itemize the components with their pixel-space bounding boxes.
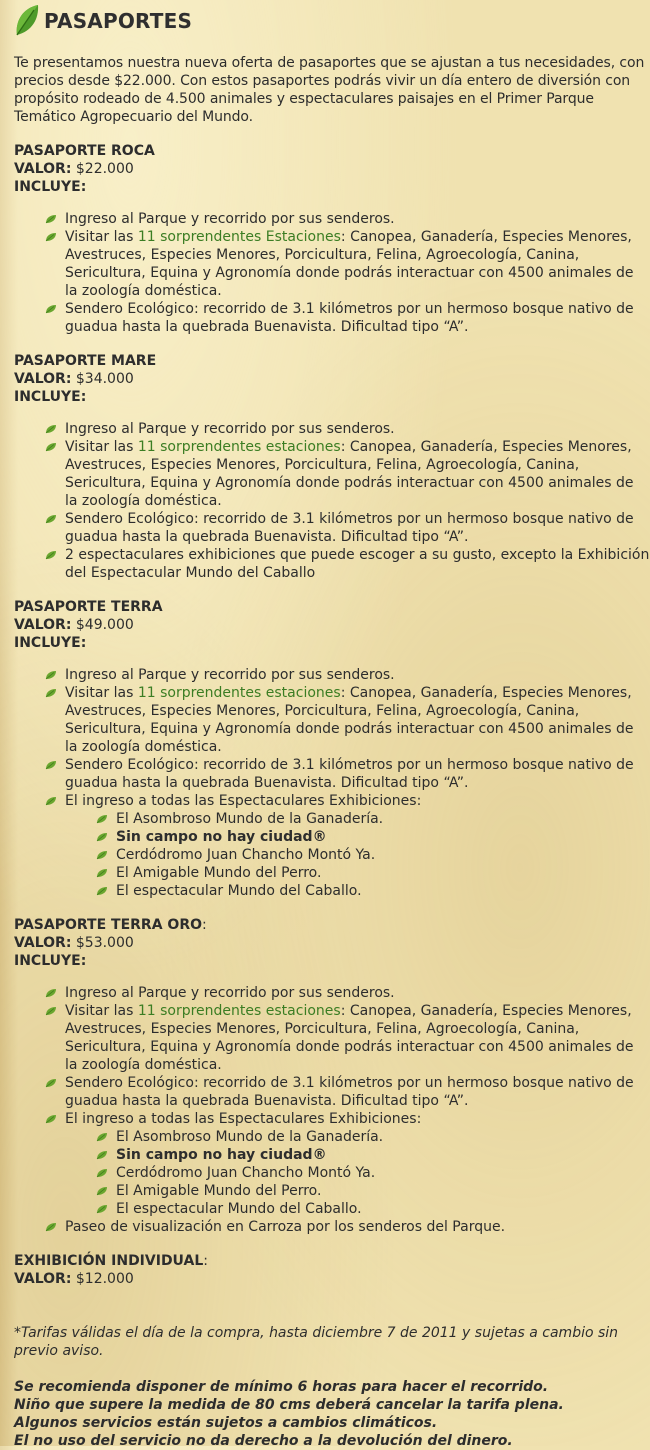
incluye-label: INCLUYE: xyxy=(14,389,87,405)
includes-list xyxy=(14,420,650,582)
exhibitions-list xyxy=(65,1128,650,1218)
pass-mare xyxy=(14,352,650,582)
estaciones-link[interactable]: 11 sorprendentes estaciones xyxy=(137,439,341,455)
pass-name: PASAPORTE MARE xyxy=(14,353,157,369)
leaf-bullet-icon xyxy=(96,814,108,824)
estaciones-link[interactable]: 11 sorprendentes estaciones xyxy=(137,1003,341,1019)
list-item: Sin campo no hay ciudad® xyxy=(96,1146,650,1164)
leaf-bullet-icon xyxy=(96,1168,108,1178)
leaf-bullet-icon xyxy=(96,850,108,860)
header xyxy=(14,0,650,44)
leaf-bullet-icon xyxy=(45,796,57,806)
leaf-bullet-icon xyxy=(45,988,57,998)
leaf-bullet-icon xyxy=(45,670,57,680)
recommendation-line: Niño que supere la medida de 80 cms deberá cancelar la tarifa plena. xyxy=(14,1397,564,1413)
pass-price: VALOR: $53.000 xyxy=(14,935,134,951)
includes-list xyxy=(14,210,650,336)
list-item: Ingreso al Parque y recorrido por sus senderos. xyxy=(45,420,650,438)
leaf-bullet-icon xyxy=(45,1222,57,1232)
list-item: Ingreso al Parque y recorrido por sus senderos. xyxy=(45,984,650,1002)
leaf-bullet-icon xyxy=(45,1114,57,1124)
pass-terra-oro xyxy=(14,916,650,1236)
exhibitions-list xyxy=(65,810,650,900)
list-item: Visitar las 11 sorprendentes estaciones: Canopea, Ganadería, Especies Menores, Avestruces, Especies Menores, Porcicultura, Felina, Agroecología, Canina, Sericultura, Equina y Agronomía donde podrás interactuar con 4500 animales de la zoología doméstica. xyxy=(45,438,650,510)
incluye-label: INCLUYE: xyxy=(14,953,87,969)
leaf-bullet-icon xyxy=(96,1132,108,1142)
leaf-bullet-icon xyxy=(96,832,108,842)
recommendation-line: Algunos servicios están sujetos a cambios climáticos. xyxy=(14,1415,438,1431)
list-item: El Amigable Mundo del Perro. xyxy=(96,864,650,882)
leaf-bullet-icon xyxy=(45,424,57,434)
includes-list xyxy=(14,984,650,1236)
leaf-bullet-icon xyxy=(45,232,57,242)
leaf-bullet-icon xyxy=(45,214,57,224)
list-item: El Asombroso Mundo de la Ganadería. xyxy=(96,1128,650,1146)
list-item: El espectacular Mundo del Caballo. xyxy=(96,882,650,900)
list-item: Visitar las 11 sorprendentes Estaciones: Canopea, Ganadería, Especies Menores, Avestruces, Especies Menores, Porcicultura, Felina, Agroecología, Canina, Sericultura, Equina y Agronomía donde podrás interactuar con 4500 animales de la zoología doméstica. xyxy=(45,228,650,300)
list-item: El espectacular Mundo del Caballo. xyxy=(96,1200,650,1218)
list-item: 2 espectaculares exhibiciones que puede escoger a su gusto, excepto la Exhibición del Espectacular Mundo del Caballo xyxy=(45,546,650,582)
list-item: Sendero Ecológico: recorrido de 3.1 kilómetros por un hermoso bosque nativo de guadua hasta la quebrada Buenavista. Dificultad tipo “A”. xyxy=(45,1074,650,1110)
pass-roca xyxy=(14,142,650,336)
leaf-bullet-icon xyxy=(45,550,57,560)
leaf-bullet-icon xyxy=(45,514,57,524)
list-item: Paseo de visualización en Carroza por los senderos del Parque. xyxy=(45,1218,650,1236)
pass-name: PASAPORTE TERRA xyxy=(14,599,163,615)
leaf-bullet-icon xyxy=(45,1078,57,1088)
list-item: El ingreso a todas las Espectaculares Exhibiciones: El Asombroso Mundo de la Ganadería. Sin campo no hay ciudad® Cerdódromo Juan Chancho Montó Ya. El Amigable Mundo del Perro. El espectacular Mundo del Caballo. xyxy=(45,792,650,900)
list-item: Ingreso al Parque y recorrido por sus senderos. xyxy=(45,666,650,684)
list-item: Sendero Ecológico: recorrido de 3.1 kilómetros por un hermoso bosque nativo de guadua hasta la quebrada Buenavista. Dificultad tipo “A”. xyxy=(45,510,650,546)
list-item: Visitar las 11 sorprendentes estaciones: Canopea, Ganadería, Especies Menores, Avestruces, Especies Menores, Porcicultura, Felina, Agroecología, Canina, Sericultura, Equina y Agronomía donde podrás interactuar con 4500 animales de la zoología doméstica. xyxy=(45,684,650,756)
tarifas-note: *Tarifas válidas el día de la compra, hasta diciembre 7 de 2011 y sujetas a cambio sin previo aviso. xyxy=(14,1325,619,1359)
pasaportes-page xyxy=(14,0,650,1450)
estaciones-link[interactable]: 11 sorprendentes estaciones xyxy=(137,685,341,701)
list-item: Cerdódromo Juan Chancho Montó Ya. xyxy=(96,846,650,864)
leaf-bullet-icon xyxy=(45,442,57,452)
pass-name: PASAPORTE ROCA xyxy=(14,143,155,159)
list-item: El ingreso a todas las Espectaculares Exhibiciones: El Asombroso Mundo de la Ganadería. Sin campo no hay ciudad® Cerdódromo Juan Chancho Montó Ya. El Amigable Mundo del Perro. El espectacular Mundo del Caballo. xyxy=(45,1110,650,1218)
list-item: Sendero Ecológico: recorrido de 3.1 kilómetros por un hermoso bosque nativo de guadua hasta la quebrada Buenavista. Dificultad tipo “A”. xyxy=(45,756,650,792)
leaf-bullet-icon xyxy=(45,688,57,698)
list-item: Sendero Ecológico: recorrido de 3.1 kilómetros por un hermoso bosque nativo de guadua hasta la quebrada Buenavista. Dificultad tipo “A”. xyxy=(45,300,650,336)
leaf-bullet-icon xyxy=(45,760,57,770)
incluye-label: INCLUYE: xyxy=(14,635,87,651)
pass-price: VALOR: $22.000 xyxy=(14,161,134,177)
estaciones-link[interactable]: 11 sorprendentes Estaciones xyxy=(137,229,341,245)
pass-name: PASAPORTE TERRA ORO: xyxy=(14,917,207,933)
recommendation-line: Se recomienda disponer de mínimo 6 horas para hacer el recorrido. xyxy=(14,1379,549,1395)
leaf-icon xyxy=(14,3,40,37)
list-item: Ingreso al Parque y recorrido por sus senderos. xyxy=(45,210,650,228)
pass-individual xyxy=(14,1252,650,1288)
incluye-label: INCLUYE: xyxy=(14,179,87,195)
page-title: PASAPORTES xyxy=(44,9,193,33)
leaf-bullet-icon xyxy=(96,886,108,896)
list-item: El Amigable Mundo del Perro. xyxy=(96,1182,650,1200)
intro-text: Te presentamos nuestra nueva oferta de pasaportes que se ajustan a tus necesidades, con precios desde $22.000. Con estos pasaportes podrás vivir un día entero de diversión con propósito rodeado de 4.500 animales y espectaculares paisajes en el Primer Parque Temático Agropecuario del Mundo. xyxy=(14,55,645,125)
recommendations xyxy=(14,1378,650,1450)
list-item: Sin campo no hay ciudad® xyxy=(96,828,650,846)
leaf-bullet-icon xyxy=(96,1186,108,1196)
leaf-bullet-icon xyxy=(45,304,57,314)
includes-list xyxy=(14,666,650,900)
list-item: El Asombroso Mundo de la Ganadería. xyxy=(96,810,650,828)
pass-terra xyxy=(14,598,650,900)
list-item: Cerdódromo Juan Chancho Montó Ya. xyxy=(96,1164,650,1182)
leaf-bullet-icon xyxy=(45,1006,57,1016)
leaf-bullet-icon xyxy=(96,1150,108,1160)
pass-price: VALOR: $12.000 xyxy=(14,1271,134,1287)
recommendation-line: El no uso del servicio no da derecho a la devolución del dinero. xyxy=(14,1433,513,1449)
leaf-bullet-icon xyxy=(96,868,108,878)
leaf-bullet-icon xyxy=(96,1204,108,1214)
pass-price: VALOR: $34.000 xyxy=(14,371,134,387)
pass-price: VALOR: $49.000 xyxy=(14,617,134,633)
list-item: Visitar las 11 sorprendentes estaciones: Canopea, Ganadería, Especies Menores, Avestruces, Especies Menores, Porcicultura, Felina, Agroecología, Canina, Sericultura, Equina y Agronomía donde podrás interactuar con 4500 animales de la zoología doméstica. xyxy=(45,1002,650,1074)
pass-name: EXHIBICIÓN INDIVIDUAL: xyxy=(14,1253,208,1269)
